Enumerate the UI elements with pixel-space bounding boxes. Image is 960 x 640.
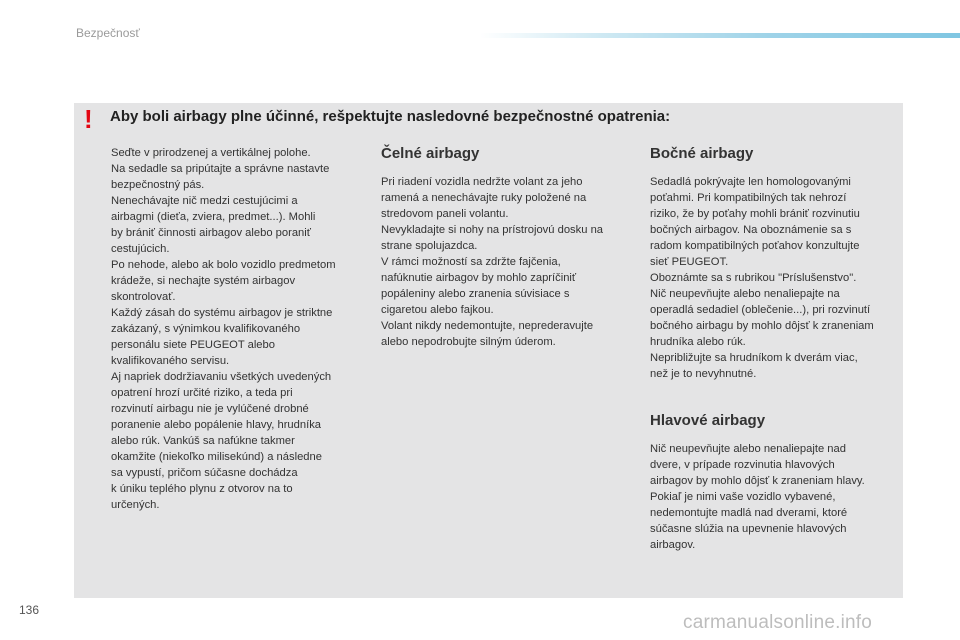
watermark: carmanualsonline.info: [683, 612, 873, 633]
side-airbags-text: Sedadlá pokrývajte len homologovanými poťahmi. Pri kompatibilných tak nehrozí riziko, že by poťahy mohli brániť rozvinutiu bočných airbagov. Na oboznámenie sa s radom kompatibilných poťahov konzultujte sieť PEUGEOT. Oboznámte sa s rubrikou "Príslušenstvo". Nič neupevňujte alebo nenaliepajte na operadlá sedadiel (oblečenie...), pri rozvinutí bočného airbagu by mohlo dôjsť k zraneniam hrudníka alebo rúk. Nepribližujte sa hrudníkom k dverám viac, než je to nevyhnutné.: [650, 176, 874, 380]
page-number: 136: [19, 603, 40, 617]
front-airbags-column: [381, 144, 636, 350]
header-accent-bar: [480, 33, 960, 38]
side-airbags-heading: Bočné airbagy: [650, 145, 754, 162]
general-precautions-text: Seďte v prirodzenej a vertikálnej polohe. Na sedadle sa pripútajte a správne nastavte bezpečnostný pás. Nenechávajte nič medzi cestujúcimi a airbagmi (dieťa, zviera, predmet...). Mohli by brániť činnosti airbagov alebo poraniť cestujúcich. Po nehode, alebo ak bolo vozidlo predmetom krádeže, si nechajte systém airbagov skontrolovať. Každý zásah do systému airbagov je striktne zakázaný, s výnimkou kvalifikovaného personálu siete PEUGEOT alebo kvalifikovaného servisu. Aj napriek dodržiavaniu všetkých uvedených opatrení hrozí určité riziko, a teda pri rozvinutí airbagu nie je vylúčené drobné poranenie alebo popálenie hlavy, hrudníka alebo rúk. Vankúš sa nafúkne takmer okamžite (niekoľko milisekúnd) a následne sa vypustí, pričom súčasne dochádza k úniku teplého plynu z otvorov na to určených.: [111, 147, 336, 511]
panel-heading: Aby boli airbagy plne účinné, rešpektujte nasledovné bezpečnostné opatrenia:: [110, 108, 671, 125]
exclamation-icon: !: [84, 104, 93, 134]
front-airbags-heading: Čelné airbagy: [381, 145, 480, 162]
curtain-airbags-heading: Hlavové airbagy: [650, 412, 766, 429]
front-airbags-text: Pri riadení vozidla nedržte volant za jeho ramená a nenechávajte ruky položené na stredovom paneli volantu. Nevykladajte si nohy na prístrojovú dosku na strane spolujazdca. V rámci možností sa zdržte fajčenia, nafúknutie airbagov by mohlo zapríčiniť popáleniny alebo zranenia súvisiace s cigaretou alebo fajkou. Volant nikdy nedemontujte, neprederavujte alebo nepodrobujte silným úderom.: [381, 176, 604, 348]
section-title: Bezpečnosť: [76, 26, 140, 40]
curtain-airbags-text: Nič neupevňujte alebo nenaliepajte nad dvere, v prípade rozvinutia hlavových airbagov by mohlo dôjsť k zraneniam hlavy. Pokiaľ je nimi vaše vozidlo vybavené, nedemontujte madlá nad dverami, ktoré súčasne slúžia na upevnenie hlavových airbagov.: [650, 443, 865, 551]
side-airbags-column: [650, 144, 902, 553]
general-precautions-column: [111, 145, 366, 513]
